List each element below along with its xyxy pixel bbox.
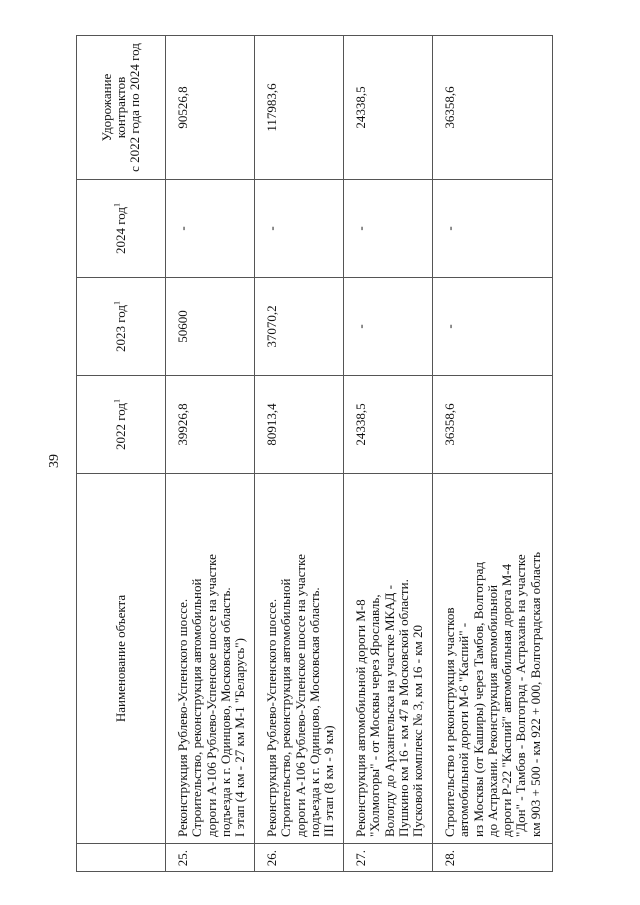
table-header-row	[77, 36, 166, 872]
contracts-table	[76, 35, 553, 872]
header-number	[77, 844, 166, 872]
value-rise: 24338,5	[344, 36, 433, 180]
header-2023: 2023 год$^1$	[77, 278, 166, 376]
value-rise: 117983,6	[255, 36, 344, 180]
table-row	[433, 36, 553, 872]
value-2022: 80913,4	[255, 376, 344, 474]
object-name: Реконструкция Рублево-Успенского шоссе. Строительство, реконструкция автомобильной дороги А-106 Рублево-Успенское шоссе на участке подъезда к г. Одинцово, Московская область. III этап (8 км - 9 км)	[255, 474, 344, 844]
table-row	[344, 36, 433, 872]
header-name: Наименование объекта	[77, 474, 166, 844]
header-2024: 2024 год$^1$	[77, 180, 166, 278]
object-name: Строительство и реконструкция участков автомобильной дороги М-6 "Каспий" - из Москвы (от Каширы) через Тамбов, Волгоград до Астрахани. Реконструкция автомобильной дороги Р-22 "Каспий" автомобильная дорога М-4 "Дон" - Тамбов - Волгоград - Астрахань на участке км 903 + 500 - км 922 + 000, Волгоградская область	[433, 474, 553, 844]
value-2022: 36358,6	[433, 376, 553, 474]
value-2022: 24338,5	[344, 376, 433, 474]
value-2024: -	[344, 180, 433, 278]
page-number: 39	[47, 454, 62, 468]
value-2022: 39926,8	[166, 376, 255, 474]
object-name: Реконструкция Рублево-Успенского шоссе. Строительство, реконструкция автомобильной дороги А-106 Рублево-Успенское шоссе на участке подъезда к г. Одинцово, Московская область. I этап (4 км - 27 км М-1 "Беларусь")	[166, 474, 255, 844]
value-2023: -	[344, 278, 433, 376]
value-rise: 90526,8	[166, 36, 255, 180]
rotated-table-wrapper	[76, 36, 567, 872]
row-number: 26.	[255, 844, 344, 872]
value-2024: -	[166, 180, 255, 278]
value-2023: 50600	[166, 278, 255, 376]
header-rise: Удорожание контрактов с 2022 года по 2024 год	[77, 36, 166, 180]
table-row	[255, 36, 344, 872]
header-2022: 2022 год$^1$	[77, 376, 166, 474]
value-rise: 36358,6	[433, 36, 553, 180]
value-2024: -	[255, 180, 344, 278]
row-number: 25.	[166, 844, 255, 872]
table-row	[166, 36, 255, 872]
value-2023: 37070,2	[255, 278, 344, 376]
value-2024: -	[433, 180, 553, 278]
row-number: 28.	[433, 844, 553, 872]
row-number: 27.	[344, 844, 433, 872]
value-2023: -	[433, 278, 553, 376]
object-name: Реконструкция автомобильной дороги М-8 "Холмогоры" - от Москвы через Ярославль, Вологду до Архангельска на участке МКАД - Пушкино км 16 - км 47 в Московской области. Пусковой комплекс № 3, км 16 - км 20	[344, 474, 433, 844]
